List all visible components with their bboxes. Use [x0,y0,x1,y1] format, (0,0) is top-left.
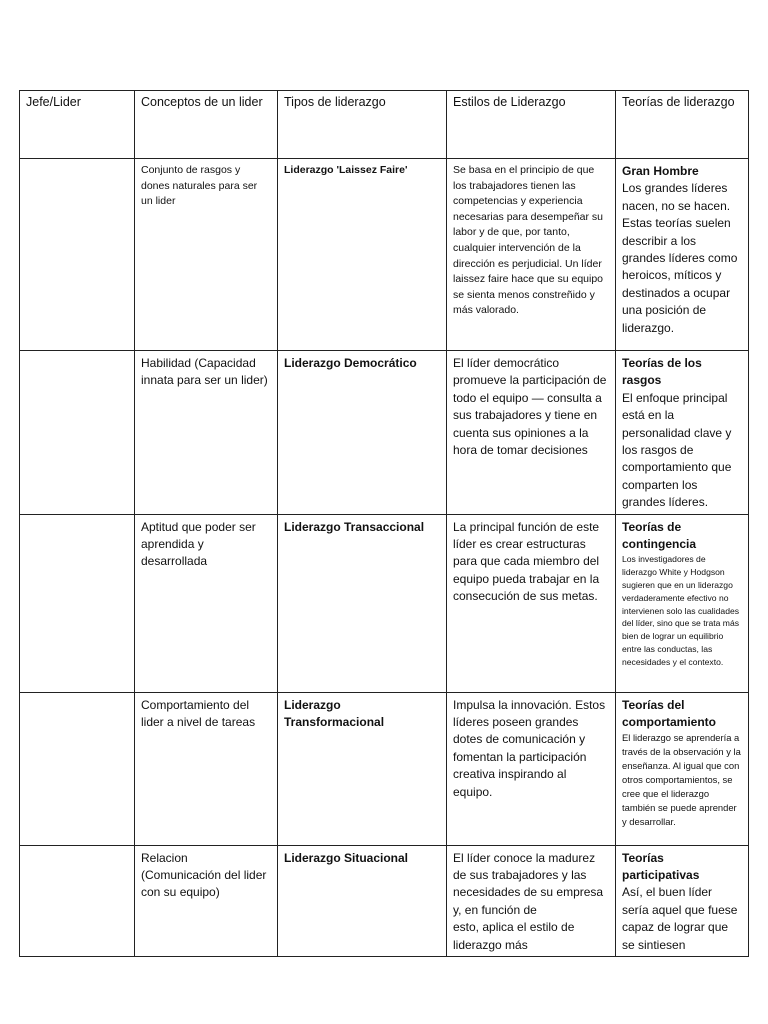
header-jefe: Jefe/Lider [20,91,135,159]
concepto-cell: Relacion (Comunicación del lider con su equipo) [135,845,278,956]
jefe-cell [20,692,135,845]
teoria-text: Los investigadores de liderazgo White y Hodgson sugieren que en un liderazgo verdaderamente efectivo no intervienen solo las cualidades del líder, sino que se trata más bien de lograr un equilibrio entre las conductas, las necesidades y el contexto. [622,554,740,667]
header-tipos: Tipos de liderazgo [278,91,447,159]
concepto-cell: Comportamiento del lider a nivel de tareas [135,692,278,845]
teoria-title: Teorías participativas [622,850,700,883]
jefe-cell [20,159,135,351]
tipo-cell: Liderazgo 'Laissez Faire' [278,159,447,351]
table-row [20,159,749,351]
tipo-cell: Liderazgo Transformacional [278,692,447,845]
jefe-cell [20,845,135,956]
teoria-cell [616,845,749,956]
tipo-cell: Liderazgo Democrático [278,351,447,515]
header-estilos: Estilos de Liderazgo [447,91,616,159]
jefe-cell [20,514,135,692]
jefe-cell [20,351,135,515]
concepto-cell: Habilidad (Capacidad innata para ser un lider) [135,351,278,515]
teoria-cell [616,351,749,515]
table-row [20,351,749,515]
teoria-text: Así, el buen líder sería aquel que fuese capaz de lograr que se sintiesen [622,885,738,952]
estilo-cell: Se basa en el principio de que los trabajadores tienen las competencias y experiencia necesarias para desempeñar su labor y de que, por tanto, cualquier intervención de la dirección es perjudicial. Un líder laissez faire hace que su equipo se sienta menos constreñido y más valorado. [447,159,616,351]
estilo-cell: El líder conoce la madurez de sus trabajadores y las necesidades de su empresa y, en función de esto, aplica el estilo de liderazgo más [447,845,616,956]
teoria-cell [616,159,749,351]
teoria-title: Teorías de los rasgos [622,356,702,388]
concepto-cell: Aptitud que poder ser aprendida y desarrollada [135,514,278,692]
estilo-cell: La principal función de este líder es crear estructuras para que cada miembro del equipo pueda trabajar en la consecución de sus metas. [447,514,616,692]
table-row [20,845,749,956]
table-row [20,514,749,692]
teoria-title: Teorías de contingencia [622,519,697,552]
teoria-cell [616,514,749,692]
leadership-table [19,90,749,957]
header-teorias: Teorías de liderazgo [616,91,749,159]
teoria-text: Los grandes líderes nacen, no se hacen. Estas teorías suelen describir a los grandes líderes como heroicos, míticos y destinados a ocupar una posición de liderazgo. [622,181,738,335]
estilo-cell: El líder democrático promueve la participación de todo el equipo — consulta a sus trabajadores y tiene en cuenta sus opiniones a la hora de tomar decisiones [447,351,616,515]
tipo-cell: Liderazgo Transaccional [278,514,447,692]
header-conceptos: Conceptos de un lider [135,91,278,159]
teoria-cell [616,692,749,845]
teoria-title: Teorías del comportamiento [622,697,717,730]
header-row [20,91,749,159]
estilo-cell: Impulsa la innovación. Estos líderes poseen grandes dotes de comunicación y fomentan la participación creativa inspirando al equipo. [447,692,616,845]
table-row [20,692,749,845]
teoria-title: Gran Hombre [622,164,699,178]
teoria-text: El liderazgo se aprendería a través de la observación y la enseñanza. Al igual que con otros comportamientos, se cree que el liderazgo también se puede aprender y desarrollar. [622,732,741,828]
tipo-cell: Liderazgo Situacional [278,845,447,956]
concepto-cell: Conjunto de rasgos y dones naturales para ser un lider [135,159,278,351]
teoria-text: El enfoque principal está en la personalidad clave y los rasgos de comportamiento que comparten los grandes líderes. [622,390,732,510]
